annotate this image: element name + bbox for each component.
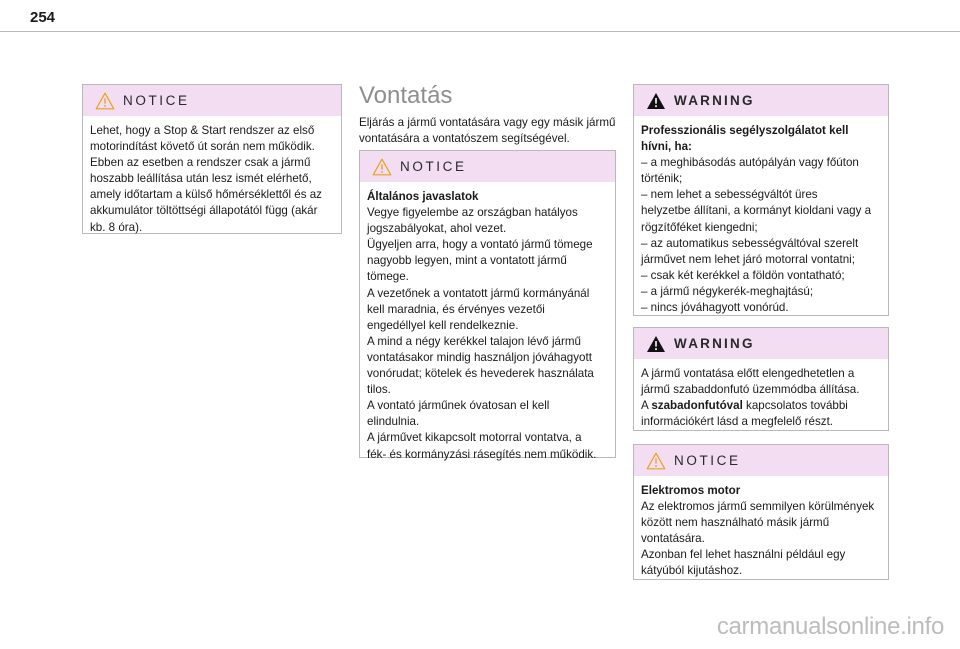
text-line: akkumulátor töltöttségi állapotától függ (akár — [90, 204, 318, 218]
text-line: járművet nem lehet járó motorral vontatni; — [641, 252, 855, 266]
text-line: helyzetbe állítani, a kormányt kioldani vagy a — [641, 204, 872, 218]
text-line: motorindítást követő út során nem működik. — [90, 140, 315, 154]
warning-label: WARNING — [674, 93, 755, 108]
text-line: tömege. — [367, 270, 409, 284]
bold-term: szabadonfutóval — [651, 399, 743, 413]
text-line: rögzítőféket kiengedni; — [641, 220, 758, 234]
text-line: elindulnia. — [367, 415, 420, 429]
notice-box-general-advice — [359, 150, 616, 461]
watermark: carmanualsonline.info — [716, 613, 944, 640]
warning-box-freewheel — [633, 327, 889, 431]
text-line: – a meghibásodás autópályán vagy főúton — [641, 156, 859, 170]
warning-header — [634, 328, 888, 359]
text-line: engedéllyel kell rendelkeznie. — [367, 318, 519, 332]
text-line: Ebben az esetben a rendszer csak a jármű — [90, 156, 311, 170]
text-line: vontatására. — [641, 532, 705, 546]
text-line: fék- és kormányzási rásegítés nem működik. — [367, 447, 597, 461]
section-title: Vontatás — [359, 82, 453, 109]
notice-body — [360, 182, 615, 469]
text-line: vonórudat; kötelek és hevederek használata — [367, 367, 594, 381]
text-line: jármű szabaddonfutó üzemmódba állítása. — [641, 383, 860, 397]
warning-triangle-outline-icon — [95, 92, 115, 110]
text-line: – nem lehet a sebességváltót üres — [641, 188, 818, 202]
text-line: hoszabb leállítása után lesz ismét elérhető, — [90, 172, 312, 186]
text-line-with-bold: A szabadonfutóval kapcsolatos további — [641, 399, 848, 413]
notice-header — [360, 151, 615, 182]
text-line: A vezetőnek a vontatott jármű kormányánál — [367, 286, 590, 300]
text-line: A vontató járműnek óvatosan el kell — [367, 399, 550, 413]
notice-body — [83, 116, 341, 242]
header-rule — [0, 31, 960, 32]
text-line: kell maradnia, és érvényes vezetői — [367, 302, 545, 316]
warning-label: WARNING — [674, 336, 755, 351]
notice-header — [83, 85, 341, 116]
warning-body — [634, 359, 888, 436]
text-line: Ügyeljen arra, hogy a vontató jármű tömege — [367, 238, 593, 252]
text-line: információkért lásd a megfelelő részt. — [641, 415, 834, 429]
notice-label: NOTICE — [674, 453, 741, 468]
text-line: tilos. — [367, 383, 391, 397]
text-line: Az elektromos jármű semmilyen körülmények — [641, 500, 875, 514]
text-line: nagyobb legyen, mint a vontatott jármű — [367, 254, 567, 268]
text-line: A jármű vontatása előtt elengedhetetlen a — [641, 367, 855, 380]
notice-box-electric-motor — [633, 444, 889, 580]
warning-heading: hívni, ha: — [641, 140, 692, 154]
notice-body — [634, 476, 888, 586]
text-line: között nem használható másik jármű — [641, 516, 830, 530]
notice-label: NOTICE — [400, 159, 467, 174]
text-line: vontatásakor mindig használjon jóváhagyott — [367, 350, 592, 364]
warning-triangle-filled-icon — [646, 92, 666, 110]
text-line: – csak két kerékkel a földön vontatható; — [641, 268, 845, 282]
warning-triangle-outline-icon — [646, 452, 666, 470]
text-line: A mind a négy kerékkel talajon lévő jármű — [367, 334, 581, 348]
text-line: jogszabályokat, ahol vezet. — [367, 222, 507, 236]
text-line: A járművet kikapcsolt motorral vontatva, a — [367, 431, 582, 445]
notice-heading: Általános javaslatok — [367, 190, 479, 203]
warning-header — [634, 85, 888, 116]
warning-triangle-outline-icon — [372, 158, 392, 176]
text-line: – nincs jóváhagyott vonórúd. — [641, 301, 789, 315]
text-line: kátyúból kijutáshoz. — [641, 564, 743, 578]
page-number: 254 — [30, 9, 56, 26]
text-line: – a jármű négykerék-meghajtású; — [641, 284, 814, 298]
notice-header — [634, 445, 888, 476]
warning-heading: Professzionális segélyszolgálatot kell — [641, 124, 849, 137]
notice-box-stop-start — [82, 84, 342, 234]
text-line: – az automatikus sebességváltóval szerelt — [641, 236, 859, 250]
notice-label: NOTICE — [123, 93, 190, 108]
text-line: Lehet, hogy a Stop & Start rendszer az első — [90, 124, 315, 137]
text-line: Azonban fel lehet használni például egy — [641, 548, 846, 562]
text-line: amely időtartam a külső hőmérséklettől és az — [90, 188, 322, 202]
warning-body — [634, 116, 888, 322]
text-line: történik; — [641, 172, 683, 186]
warning-triangle-filled-icon — [646, 335, 666, 353]
warning-box-professional-help — [633, 84, 889, 316]
text-line: Vegye figyelembe az országban hatályos — [367, 206, 578, 220]
text-line: kb. 8 óra). — [90, 220, 143, 234]
notice-heading: Elektromos motor — [641, 484, 741, 497]
section-intro: Eljárás a jármű vontatására vagy egy másik jármű vontatására a vontatószem segítségével. — [359, 116, 616, 146]
